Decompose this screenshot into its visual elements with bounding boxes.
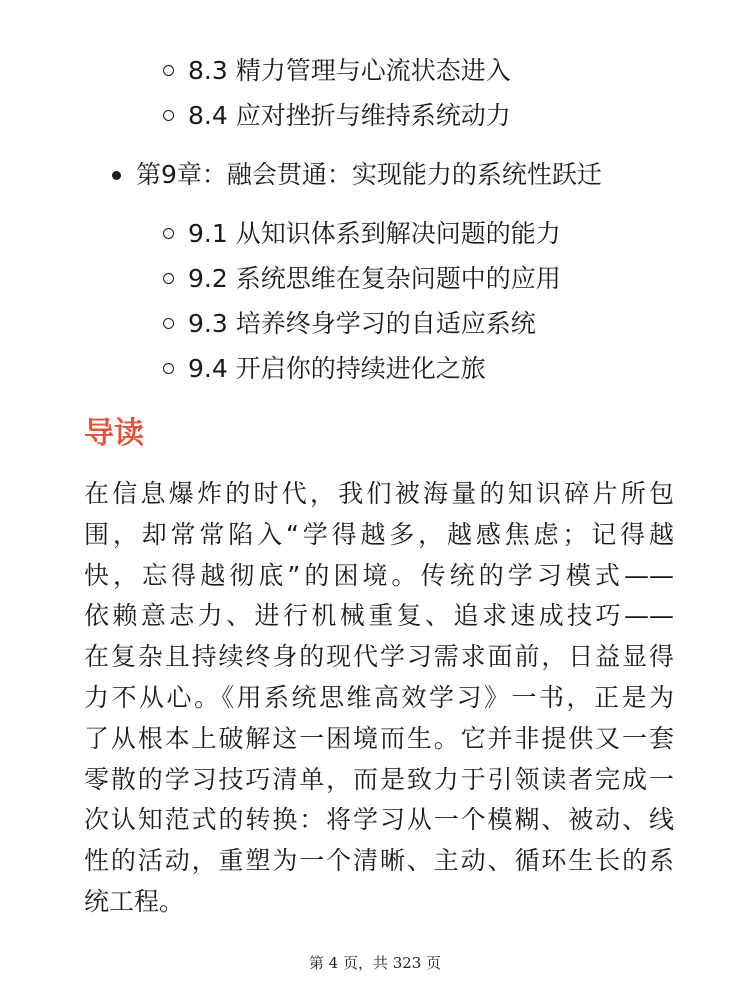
intro-paragraph bbox=[84, 474, 674, 923]
toc-item-9-1 bbox=[0, 211, 750, 256]
toc-item-9-3 bbox=[0, 301, 750, 346]
section-heading: 导读 bbox=[84, 416, 144, 451]
toc-item-label: 9.2 系统思维在复杂问题中的应用 bbox=[188, 264, 561, 293]
toc-item-label: 8.3 精力管理与心流状态进入 bbox=[188, 56, 511, 85]
toc-item-9-2 bbox=[0, 256, 750, 301]
hollow-circle-bullet-icon bbox=[163, 110, 174, 121]
toc-item-8-4 bbox=[0, 93, 750, 138]
toc-item-label: 8.4 应对挫折与维持系统动力 bbox=[188, 101, 511, 130]
paragraph-line: 围，却常常陷入“学得越多，越感焦虑；记得越 bbox=[84, 519, 674, 549]
filled-circle-bullet-icon bbox=[112, 171, 121, 180]
table-of-contents bbox=[0, 48, 750, 391]
paragraph-line: 快，忘得越彻底”的困境。传统的学习模式—— bbox=[84, 560, 674, 590]
paragraph-line: 在信息爆炸的时代，我们被海量的知识碎片所包 bbox=[84, 479, 674, 508]
toc-chapter-9 bbox=[0, 150, 750, 200]
paragraph-line: 次认知范式的转换：将学习从一个模糊、被动、线 bbox=[84, 805, 674, 835]
paragraph-line: 依赖意志力、进行机械重复、追求速成技巧—— bbox=[84, 601, 674, 631]
toc-item-label: 9.3 培养终身学习的自适应系统 bbox=[188, 309, 536, 338]
paragraph-line: 零散的学习技巧清单，而是致力于引领读者完成一 bbox=[84, 764, 674, 794]
toc-item-8-3 bbox=[0, 48, 750, 93]
hollow-circle-bullet-icon bbox=[163, 273, 174, 284]
toc-chapter-label: 第9章：融会贯通：实现能力的系统性跃迁 bbox=[136, 160, 602, 189]
toc-item-label: 9.1 从知识体系到解决问题的能力 bbox=[188, 219, 561, 248]
hollow-circle-bullet-icon bbox=[163, 65, 174, 76]
paragraph-line: 性的活动，重塑为一个清晰、主动、循环生长的系 bbox=[84, 846, 674, 876]
paragraph-line: 了从根本上破解这一困境而生。它并非提供又一套 bbox=[84, 723, 674, 753]
toc-item-9-4 bbox=[0, 346, 750, 391]
paragraph-line: 统工程。 bbox=[84, 886, 185, 916]
paragraph-line: 力不从心。《用系统思维高效学习》一书，正是为 bbox=[84, 682, 674, 712]
hollow-circle-bullet-icon bbox=[163, 318, 174, 329]
toc-item-label: 9.4 开启你的持续进化之旅 bbox=[188, 354, 486, 383]
paragraph-line: 在复杂且持续终身的现代学习需求面前，日益显得 bbox=[84, 642, 674, 672]
hollow-circle-bullet-icon bbox=[163, 228, 174, 239]
hollow-circle-bullet-icon bbox=[163, 363, 174, 374]
page-number-footer: 第 4 页，共 323 页 bbox=[308, 954, 442, 972]
